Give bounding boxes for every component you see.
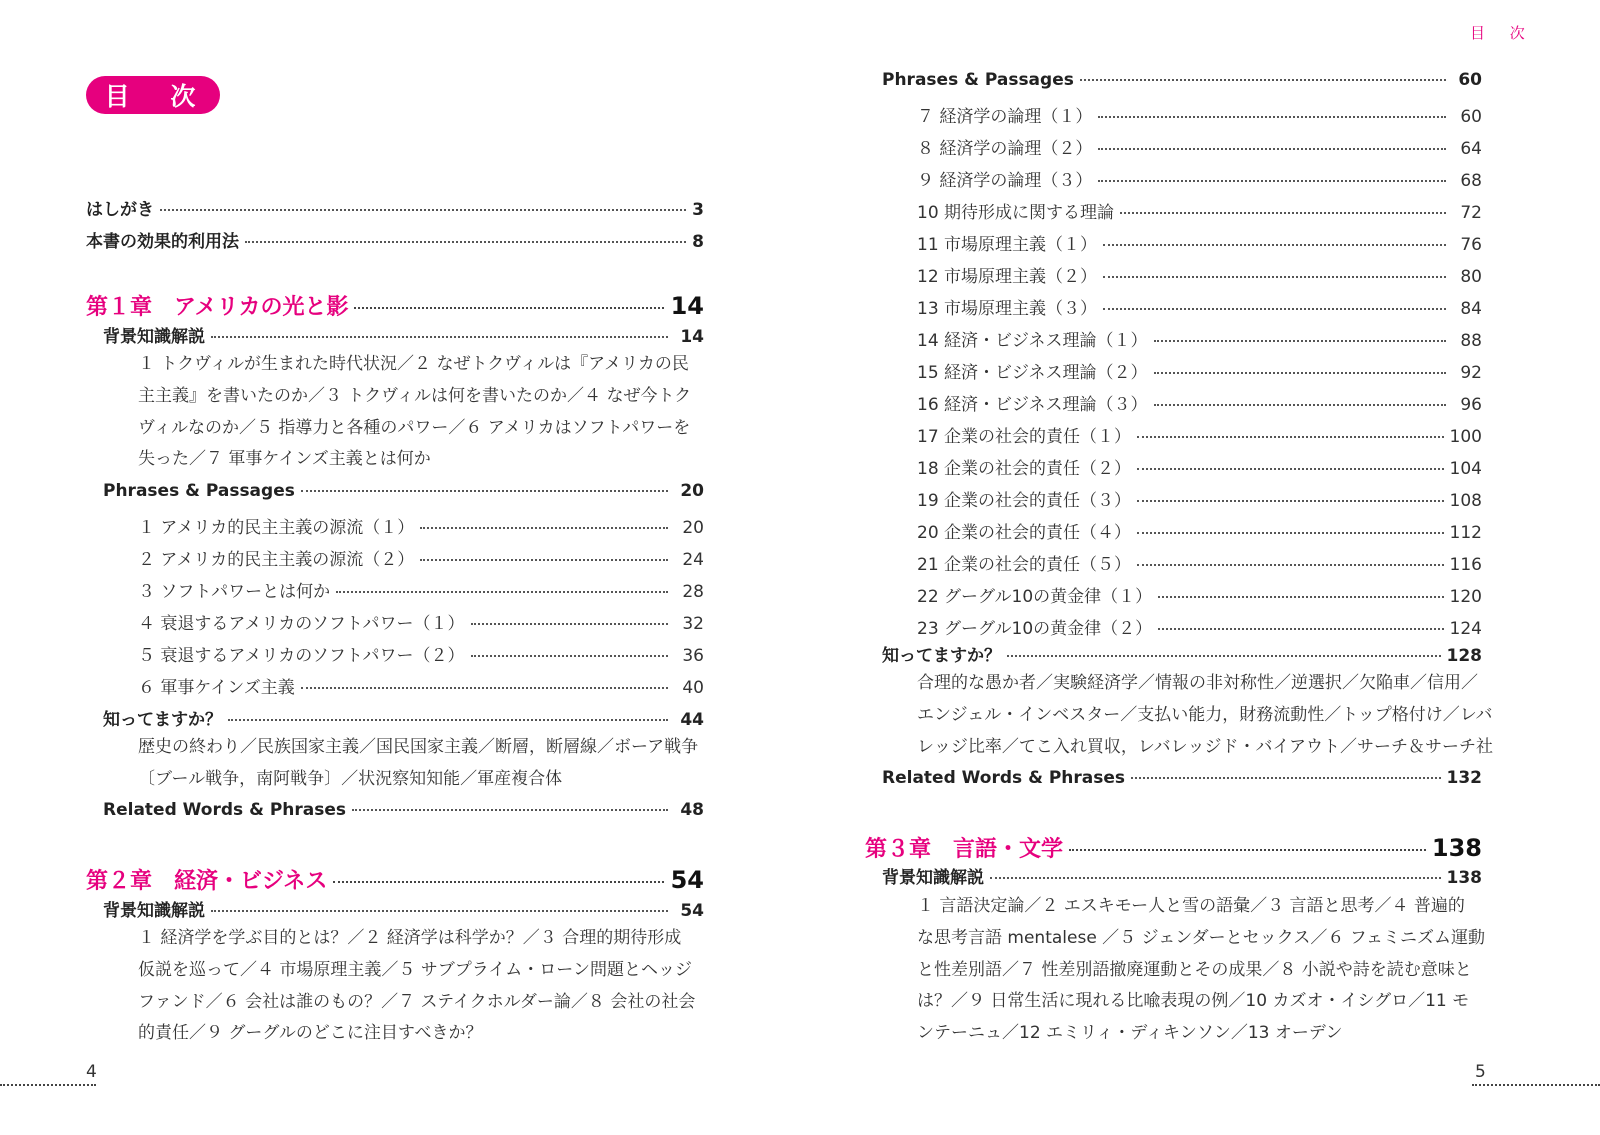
leader-dots [1098, 180, 1446, 182]
leader-dots [1158, 628, 1443, 630]
entry-label: Related Words & Phrases [103, 800, 347, 820]
toc-item[interactable] [138, 577, 704, 602]
toc-item[interactable] [917, 614, 1482, 639]
ch2-background-topics [138, 923, 695, 1050]
entry-label: １ アメリカ的民主主義の源流（１） [138, 518, 415, 538]
ch1-background-topics [138, 349, 691, 476]
toc-item[interactable] [917, 326, 1482, 351]
leader-dots [301, 687, 668, 689]
toc-item[interactable] [917, 358, 1482, 383]
description-line: と性差別語／７ 性差別語撤廃運動とその成果／８ 小説や詩を読む意味と [917, 959, 1472, 980]
page-number-right: 5 [1475, 1062, 1486, 1082]
entry-page: 128 [1446, 646, 1482, 666]
entry-page: 20 [682, 518, 704, 538]
entry-label: 16 経済・ビジネス理論（３） [917, 395, 1148, 415]
entry-page: 88 [1460, 331, 1482, 351]
toc-ch1-background[interactable] [103, 322, 704, 347]
leader-dots [471, 655, 668, 657]
toc-ch2-quiz[interactable] [882, 641, 1482, 666]
leader-dots [1158, 596, 1443, 598]
leader-dots [1137, 500, 1444, 502]
entry-page: 92 [1460, 363, 1482, 383]
entry-page: 60 [1458, 70, 1482, 90]
entry-page: 96 [1460, 395, 1482, 415]
toc-chapter-1[interactable] [86, 290, 704, 321]
description-line: は？／９ 日常生活に現れる比喩表現の例／10 カズオ・イシグロ／11 モ [917, 991, 1470, 1012]
entry-page: 112 [1449, 523, 1482, 543]
toc-ch1-related[interactable] [103, 800, 704, 820]
leader-dots [352, 809, 668, 811]
description-line: ファンド／６ 会社は誰のもの？／７ ステイクホルダー論／８ 会社の社会 [138, 991, 696, 1012]
leader-dots [1137, 468, 1444, 470]
leader-dots [1080, 79, 1446, 81]
entry-label: 14 経済・ビジネス理論（１） [917, 331, 1148, 351]
leader-dots [301, 490, 668, 492]
page-number-left: 4 [86, 1062, 97, 1082]
toc-item[interactable] [138, 545, 704, 570]
leader-dots [1137, 436, 1444, 438]
entry-label: 23 グーグル10の黄金律（２） [917, 619, 1153, 639]
description-line: エンジェル・インベスター／支払い能力，財務流動性／トップ格付け／レバ [917, 704, 1493, 725]
leader-dots [1154, 404, 1446, 406]
description-line: 歴史の終わり／民族国家主義／国民国家主義／断層，断層線／ボーア戦争 [138, 737, 699, 757]
right-page [800, 0, 1600, 1135]
entry-page: 80 [1460, 267, 1482, 287]
leader-dots [1137, 532, 1444, 534]
chapter-page: 138 [1431, 834, 1482, 862]
entry-label: ３ ソフトパワーとは何か [138, 582, 331, 602]
chapter-title: 第３章 言語・文学 [865, 837, 1064, 862]
chapter-page: 14 [670, 292, 704, 320]
toc-title-badge: 目 次 [86, 76, 220, 114]
entry-label: ５ 衰退するアメリカのソフトパワー（２） [138, 646, 465, 666]
leader-dots [336, 591, 668, 593]
entry-label: 18 企業の社会的責任（２） [917, 459, 1132, 479]
chapter-title: 第１章 アメリカの光と影 [86, 295, 349, 320]
description-line: １ 言語決定論／２ エスキモー人と雪の語彙／３ 言語と思考／４ 普遍的 [917, 896, 1465, 916]
entry-page: 108 [1449, 491, 1482, 511]
description-line: ンテーニュ／12 エミリィ・ディキンソン／13 オーデン [917, 1023, 1343, 1044]
description-line: 主主義』を書いたのか／３ トクヴィルは何を書いたのか／４ なぜ今トク [138, 385, 692, 406]
entry-page: 104 [1449, 459, 1482, 479]
entry-label: 17 企業の社会的責任（１） [917, 427, 1132, 447]
entry-page: 60 [1460, 107, 1482, 127]
leader-dots [354, 307, 664, 309]
entry-label: 15 経済・ビジネス理論（２） [917, 363, 1148, 383]
entry-label: ６ 軍事ケインズ主義 [138, 678, 295, 698]
entry-page: 64 [1460, 139, 1482, 159]
entry-page: 32 [682, 614, 704, 634]
leader-dots [1137, 564, 1444, 566]
ch1-quiz-terms [138, 732, 698, 796]
entry-page: 68 [1460, 171, 1482, 191]
entry-label: 背景知識解説 [103, 327, 205, 347]
leader-dots [1154, 340, 1446, 342]
toc-item[interactable] [138, 513, 704, 538]
entry-label: ７ 経済学の論理（１） [917, 107, 1093, 127]
description-line: １ トクヴィルが生まれた時代状況／２ なぜトクヴィルは『アメリカの民 [138, 354, 689, 374]
toc-item[interactable] [917, 550, 1482, 575]
description-line: ヴィルなのか／５ 指導力と各種のパワー／６ アメリカはソフトパワーを [138, 417, 691, 438]
entry-label: 背景知識解説 [103, 901, 205, 921]
toc-item[interactable] [917, 518, 1482, 543]
entry-label: 11 市場原理主義（１） [917, 235, 1098, 255]
description-line: 的責任／９ グーグルのどこに注目すべきか？ [138, 1023, 483, 1044]
entry-page: 44 [680, 710, 704, 730]
entry-page: 36 [682, 646, 704, 666]
entry-label: 知ってますか？ [103, 710, 222, 730]
entry-label: 知ってますか？ [882, 646, 1001, 666]
entry-page: 54 [680, 901, 704, 921]
toc-item[interactable] [138, 609, 704, 634]
entry-page: 120 [1449, 587, 1482, 607]
entry-page: 116 [1449, 555, 1482, 575]
entry-page: 124 [1449, 619, 1482, 639]
leader-dots [471, 623, 668, 625]
leader-dots [333, 881, 664, 883]
entry-page: 132 [1446, 768, 1482, 788]
toc-chapter-2[interactable] [86, 864, 704, 895]
entry-label: 20 企業の社会的責任（４） [917, 523, 1132, 543]
toc-item[interactable] [917, 262, 1482, 287]
entry-page: 138 [1446, 868, 1482, 888]
entry-label: 背景知識解説 [882, 868, 984, 888]
running-head: 目 次 [1470, 24, 1535, 42]
entry-page: 3 [692, 200, 704, 220]
entry-label: ９ 経済学の論理（３） [917, 171, 1093, 191]
leader-dots [160, 209, 686, 211]
entry-page: 84 [1460, 299, 1482, 319]
description-line: レッジ比率／てこ入れ買収，レバレッジド・バイアウト／サーチ＆サーチ社 [917, 736, 1493, 757]
toc-entry-preface[interactable] [86, 195, 704, 220]
footer-dots-left [0, 1084, 96, 1086]
toc-entry-how-to-use[interactable] [86, 227, 704, 252]
toc-item[interactable] [917, 134, 1482, 159]
toc-chapter-3[interactable] [865, 832, 1482, 863]
toc-ch2-phrases[interactable] [882, 70, 1482, 90]
toc-item[interactable] [917, 294, 1482, 319]
description-line: 〔ブール戦争，南阿戦争〕／状況察知知能／軍産複合体 [138, 768, 563, 789]
leader-dots [211, 910, 668, 912]
toc-item[interactable] [917, 422, 1482, 447]
description-line: 仮説を巡って／４ 市場原理主義／５ サブプライム・ローン問題とヘッジ [138, 959, 692, 980]
leader-dots [1098, 148, 1446, 150]
leader-dots [1098, 116, 1446, 118]
leader-dots [1120, 212, 1446, 214]
entry-label: Phrases & Passages [882, 70, 1074, 90]
ch3-background-topics [917, 891, 1485, 1050]
toc-item[interactable] [917, 454, 1482, 479]
entry-page: 14 [680, 327, 704, 347]
entry-page: 100 [1449, 427, 1482, 447]
toc-ch1-quiz[interactable] [103, 705, 704, 730]
toc-ch3-background[interactable] [882, 863, 1482, 888]
toc-item[interactable] [917, 166, 1482, 191]
entry-label: ８ 経済学の論理（２） [917, 139, 1093, 159]
chapter-page: 54 [670, 866, 704, 894]
toc-item[interactable] [917, 230, 1482, 255]
ch2-quiz-terms [917, 668, 1493, 763]
leader-dots [420, 559, 668, 561]
chapter-title: 第２章 経済・ビジネス [86, 869, 328, 894]
leader-dots [1103, 276, 1446, 278]
leader-dots [1103, 308, 1446, 310]
entry-label: ４ 衰退するアメリカのソフトパワー（１） [138, 614, 465, 634]
entry-page: 76 [1460, 235, 1482, 255]
leader-dots [990, 877, 1441, 879]
toc-ch2-related[interactable] [882, 768, 1482, 788]
leader-dots [420, 527, 668, 529]
entry-label: 本書の効果的利用法 [86, 232, 239, 252]
entry-page: 48 [680, 800, 704, 820]
toc-ch2-background[interactable] [103, 896, 704, 921]
footer-dots-right [1472, 1084, 1600, 1086]
entry-page: 20 [680, 481, 704, 501]
description-line: １ 経済学を学ぶ目的とは？／２ 経済学は科学か？／３ 合理的期待形成 [138, 928, 682, 948]
leader-dots [1007, 655, 1441, 657]
entry-label: 12 市場原理主義（２） [917, 267, 1098, 287]
entry-page: 28 [682, 582, 704, 602]
toc-item[interactable] [917, 486, 1482, 511]
toc-item[interactable] [917, 390, 1482, 415]
entry-label: 10 期待形成に関する理論 [917, 203, 1115, 223]
leader-dots [1131, 777, 1440, 779]
entry-page: 24 [682, 550, 704, 570]
leader-dots [228, 719, 668, 721]
toc-item[interactable] [917, 102, 1482, 127]
toc-item[interactable] [917, 198, 1482, 223]
toc-item[interactable] [138, 673, 704, 698]
leader-dots [211, 336, 668, 338]
entry-page: 8 [692, 232, 704, 252]
entry-label: Related Words & Phrases [882, 768, 1126, 788]
leader-dots [1069, 849, 1426, 851]
leader-dots [1154, 372, 1446, 374]
description-line: な思考言語 mentalese ／５ ジェンダーとセックス／６ フェミニズム運動 [917, 927, 1485, 948]
leader-dots [245, 241, 686, 243]
toc-item[interactable] [138, 641, 704, 666]
leader-dots [1103, 244, 1446, 246]
description-line: 失った／７ 軍事ケインズ主義とは何か [138, 449, 431, 470]
entry-label: はしがき [86, 200, 154, 220]
toc-ch1-phrases[interactable] [103, 481, 704, 501]
entry-page: 72 [1460, 203, 1482, 223]
toc-item[interactable] [917, 582, 1482, 607]
entry-label: 13 市場原理主義（３） [917, 299, 1098, 319]
entry-label: Phrases & Passages [103, 481, 295, 501]
entry-page: 40 [682, 678, 704, 698]
entry-label: 21 企業の社会的責任（５） [917, 555, 1132, 575]
entry-label: 19 企業の社会的責任（３） [917, 491, 1132, 511]
entry-label: 22 グーグル10の黄金律（１） [917, 587, 1153, 607]
entry-label: ２ アメリカ的民主主義の源流（２） [138, 550, 415, 570]
description-line: 合理的な愚か者／実験経済学／情報の非対称性／逆選択／欠陥車／信用／ [917, 673, 1478, 693]
